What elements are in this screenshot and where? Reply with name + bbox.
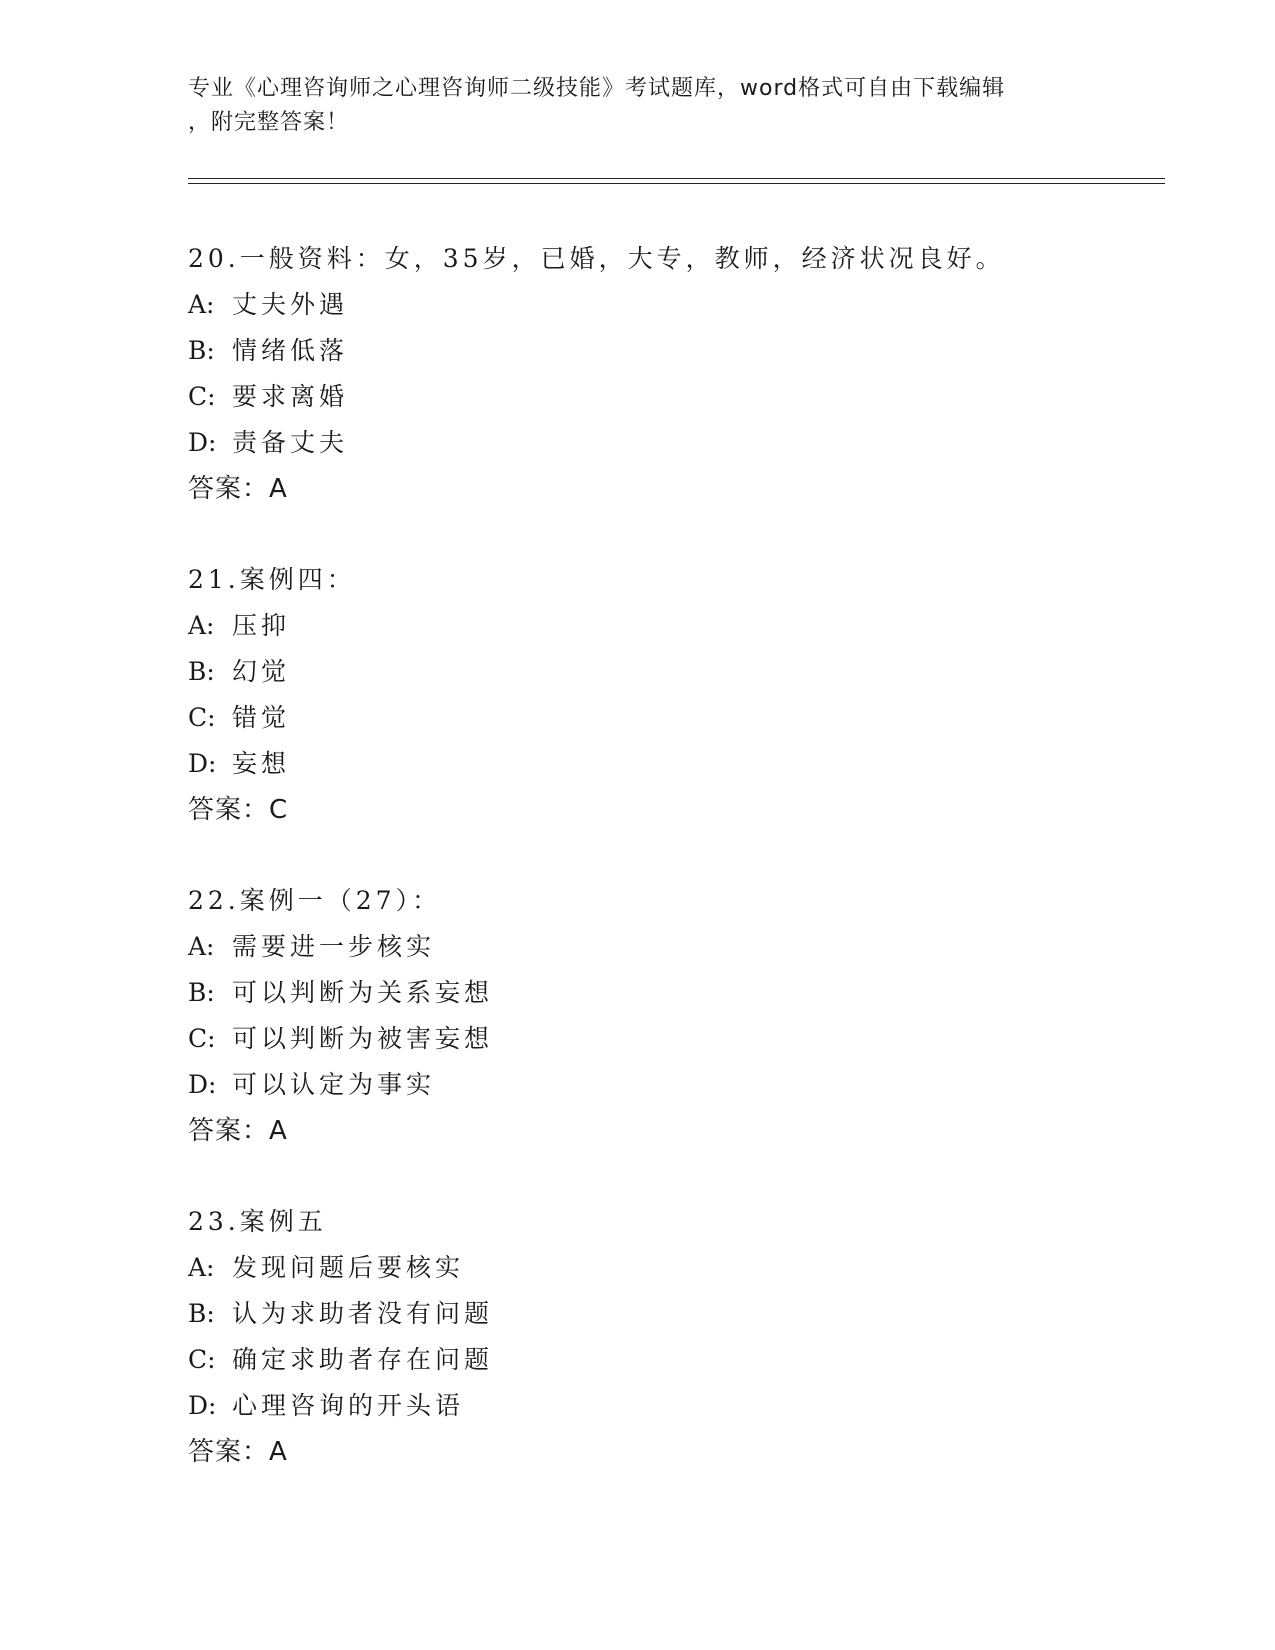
option-letter: B: <box>188 978 215 1007</box>
option-a <box>188 924 1168 970</box>
option-letter: D: <box>188 749 217 778</box>
option-letter: C: <box>188 703 216 732</box>
option-letter: B: <box>188 657 215 686</box>
header-line-1: 专业《心理咨询师之心理咨询师二级技能》考试题库，word格式可自由下载编辑 <box>188 76 1006 101</box>
option-text: 要求离婚 <box>232 382 349 411</box>
option-text: 丈夫外遇 <box>232 290 349 319</box>
option-a <box>188 1245 1168 1291</box>
option-c <box>188 695 1168 741</box>
answer-line: 答案：A <box>188 1116 288 1146</box>
option-letter: D: <box>188 1391 217 1420</box>
question-stem: 22.案例一（27）： <box>188 886 442 915</box>
option-c <box>188 1337 1168 1383</box>
option-c <box>188 1016 1168 1062</box>
option-d <box>188 1383 1168 1429</box>
header-divider-bottom <box>188 183 1165 184</box>
option-d <box>188 420 1168 466</box>
option-text: 确定求助者存在问题 <box>232 1345 494 1374</box>
option-letter: D: <box>188 428 217 457</box>
option-text: 可以认定为事实 <box>232 1070 436 1099</box>
option-b <box>188 1291 1168 1337</box>
option-letter: A: <box>188 611 215 640</box>
option-letter: C: <box>188 1345 216 1374</box>
option-text: 错觉 <box>232 703 291 732</box>
option-letter: B: <box>188 1299 215 1328</box>
option-letter: A: <box>188 290 215 319</box>
option-text: 幻觉 <box>232 657 291 686</box>
option-letter: B: <box>188 336 215 365</box>
answer-line: 答案：C <box>188 795 289 825</box>
option-d <box>188 1062 1168 1108</box>
option-text: 心理咨询的开头语 <box>232 1391 465 1420</box>
option-c <box>188 374 1168 420</box>
option-text: 妄想 <box>232 749 291 778</box>
answer-line: 答案：A <box>188 1437 288 1467</box>
option-b <box>188 970 1168 1016</box>
option-b <box>188 328 1168 374</box>
option-letter: A: <box>188 1253 215 1282</box>
question-23 <box>188 1199 1168 1475</box>
option-text: 责备丈夫 <box>232 428 349 457</box>
option-d <box>188 741 1168 787</box>
question-22 <box>188 878 1168 1154</box>
question-stem: 20.一般资料：女，35岁，已婚，大专，教师，经济状况良好。 <box>188 244 1005 273</box>
option-text: 压抑 <box>232 611 291 640</box>
option-a <box>188 603 1168 649</box>
option-b <box>188 649 1168 695</box>
question-20 <box>188 236 1168 512</box>
option-a <box>188 282 1168 328</box>
option-text: 认为求助者没有问题 <box>232 1299 494 1328</box>
document-header <box>188 72 1088 140</box>
question-stem: 23.案例五 <box>188 1207 327 1236</box>
option-letter: D: <box>188 1070 217 1099</box>
question-stem: 21.案例四： <box>188 565 356 594</box>
question-21 <box>188 557 1168 833</box>
option-text: 可以判断为被害妄想 <box>232 1024 494 1053</box>
answer-line: 答案：A <box>188 474 288 504</box>
option-letter: C: <box>188 382 216 411</box>
header-divider-top <box>188 178 1165 179</box>
option-text: 需要进一步核实 <box>232 932 436 961</box>
option-text: 可以判断为关系妄想 <box>232 978 494 1007</box>
option-text: 发现问题后要核实 <box>232 1253 465 1282</box>
option-text: 情绪低落 <box>232 336 349 365</box>
option-letter: C: <box>188 1024 216 1053</box>
header-line-2: ，附完整答案！ <box>188 110 350 135</box>
option-letter: A: <box>188 932 215 961</box>
